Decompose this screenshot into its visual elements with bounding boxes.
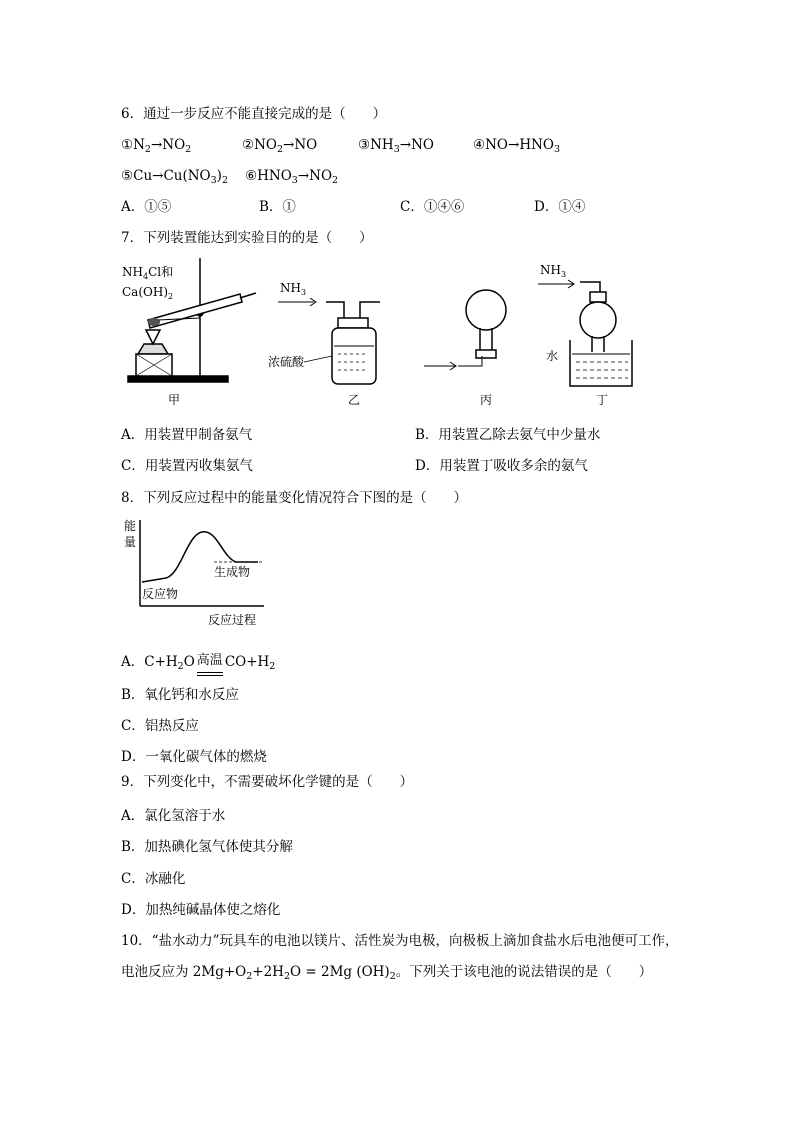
- q10-stem-line1: 10．“盐水动力”玩具车的电池以镁片、活性炭为电极，向极板上滴加食盐水后电池便可工作，: [121, 933, 679, 949]
- apparatus-jia: [122, 258, 256, 382]
- yi-acid-label: 浓硫酸: [268, 355, 305, 369]
- energy-axis-label-bottom: 量: [124, 535, 137, 549]
- jia-reagent-label-2: $Ca(OH)_2$: [122, 285, 174, 301]
- ding-water-label: 水: [546, 349, 559, 363]
- reactant-label: 反应物: [142, 587, 179, 601]
- q6-item-5: $⑤Cu\to Cu(NO_3)_2$: [121, 168, 228, 186]
- q8-option-a: A．$C+H_2O$ 高温 $CO+H_2$: [121, 651, 275, 671]
- caption-jia: 甲: [167, 393, 181, 407]
- q7-option-c: C．用装置丙收集氨气: [121, 458, 253, 474]
- q7-stem: 7．下列装置能达到实验目的的是（ ）: [121, 230, 373, 246]
- product-label: 生成物: [214, 565, 251, 579]
- reaction-condition: 高温: [196, 653, 223, 668]
- q6-item-1: $①N_2\to NO_2$: [121, 137, 192, 155]
- caption-yi: 乙: [347, 393, 361, 407]
- apparatus-bing: [424, 290, 506, 370]
- q7-option-a: A．用装置甲制备氨气: [121, 427, 253, 443]
- q9-option-d: D．加热纯碱晶体使之熔化: [121, 902, 281, 918]
- yi-gas-label: $NH_3$: [280, 281, 307, 297]
- q8-stem: 8．下列反应过程中的能量变化情况符合下图的是（ ）: [121, 490, 468, 506]
- q7-option-b: B．用装置乙除去氨气中少量水: [415, 427, 601, 443]
- q6-option-a: A．①⑤: [121, 199, 172, 215]
- q6-item-3: $③NH_3\to NO$: [358, 137, 434, 155]
- q6-item-6: $⑥HNO_3\to NO_2$: [245, 168, 339, 186]
- q6-item-2: $②NO_2\to NO$: [242, 137, 318, 155]
- q9-option-b: B．加热碘化氢气体使其分解: [121, 839, 293, 855]
- caption-ding: 丁: [595, 393, 609, 407]
- jia-reagent-label-1: $NH_4Cl$和: [122, 265, 174, 281]
- q9-option-a: A．氯化氢溶于水: [121, 808, 226, 824]
- q9-stem: 9．下列变化中，不需要破坏化学键的是（ ）: [121, 774, 414, 790]
- x-axis-label: 反应过程: [208, 613, 257, 627]
- apparatus-ding: [538, 263, 632, 386]
- q6-option-d: D．①④: [534, 199, 586, 215]
- q6-item-4: $④NO\to HNO_3$: [473, 137, 561, 155]
- ding-gas-label: $NH_3$: [540, 263, 567, 279]
- q8-option-c: C．铝热反应: [121, 718, 199, 734]
- q8-option-d: D．一氧化碳气体的燃烧: [121, 749, 267, 765]
- q9-option-c: C．冰融化: [121, 871, 186, 887]
- q7-option-d: D．用装置丁吸收多余的氨气: [415, 458, 588, 474]
- q8-energy-diagram: [118, 516, 268, 632]
- q6-stem: 6．通过一步反应不能直接完成的是（ ）: [121, 106, 387, 122]
- q7-apparatus-figure: [118, 258, 638, 408]
- energy-axis-label-top: 能: [124, 519, 137, 533]
- caption-bing: 丙: [479, 393, 493, 407]
- q10-stem-line2: 电池反应为 $2Mg+O_2+2H_2O = 2Mg$ $(OH)_2$。下列关于该电池的说法错误的是（ ）: [121, 964, 653, 982]
- q8-option-b: B．氧化钙和水反应: [121, 687, 239, 703]
- q6-option-c: C．①④⑥: [400, 199, 465, 215]
- q6-option-b: B．①: [259, 199, 296, 215]
